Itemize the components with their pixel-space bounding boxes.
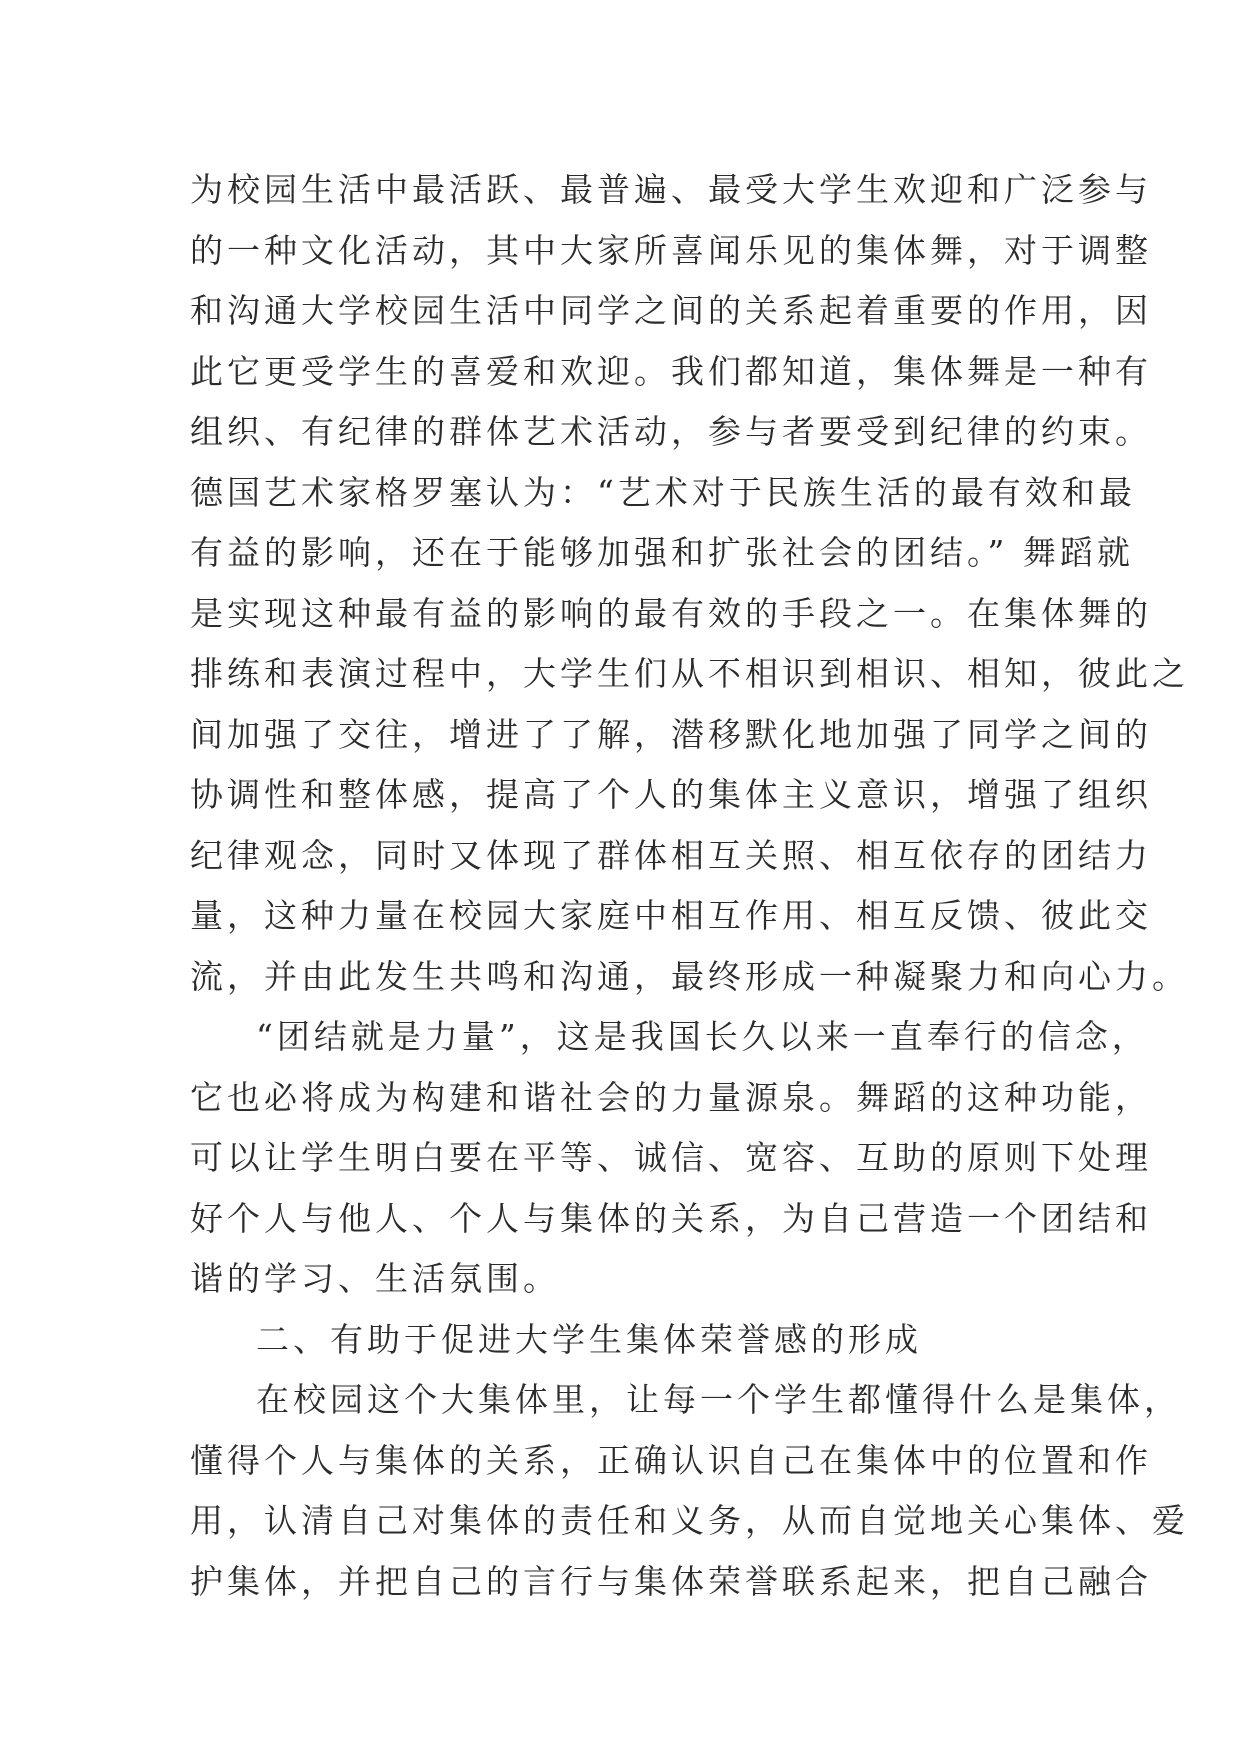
paragraph-first-line: 在校园这个大集体里，让每一个学生都懂得什么是集体， xyxy=(256,1380,1181,1419)
text-line: 排练和表演过程中，大学生们从不相识到相识、相知，彼此之 xyxy=(190,654,1189,693)
text-line: 组织、有纪律的群体艺术活动，参与者要受到纪律的约束。 xyxy=(190,412,1152,451)
text-line: 流，并由此发生共鸣和沟通，最终形成一种凝聚力和向心力。 xyxy=(190,956,1189,996)
text-line: 谐的学习、生活氛围。 xyxy=(190,1259,560,1298)
text-line: 的一种文化活动，其中大家所喜闻乐见的集体舞，对于调整 xyxy=(190,230,1152,270)
text-line: 德国艺术家格罗塞认为：“艺术对于民族生活的最有效和最 xyxy=(190,472,1136,512)
text-line: 可以让学生明白要在平等、诚信、宽容、互助的原则下处理 xyxy=(190,1138,1152,1177)
paragraph-first-line: 二、有助于促进大学生集体荣誉感的形成 xyxy=(256,1319,922,1359)
text-line: 此它更受学生的喜爱和欢迎。我们都知道，集体舞是一种有 xyxy=(190,351,1152,391)
body-text xyxy=(190,160,1189,1612)
text-line: 量，这种力量在校园大家庭中相互作用、相互反馈、彼此交 xyxy=(190,896,1152,935)
text-line: 它也必将成为构建和谐社会的力量源泉。舞蹈的这种功能， xyxy=(190,1077,1152,1117)
text-line: 有益的影响，还在于能够加强和扩张社会的团结。” 舞蹈就 xyxy=(190,533,1134,572)
paragraph-first-line: “团结就是力量”，这是我国长久以来一直奉行的信念， xyxy=(256,1017,1149,1056)
text-line: 间加强了交往，增进了了解，潜移默化地加强了同学之间的 xyxy=(190,714,1152,754)
text-line: 是实现这种最有益的影响的最有效的手段之一。在集体舞的 xyxy=(190,593,1152,633)
text-line: 协调性和整体感，提高了个人的集体主义意识，增强了组织 xyxy=(190,775,1152,814)
text-line: 用，认清自己对集体的责任和义务，从而自觉地关心集体、爱 xyxy=(190,1501,1189,1540)
text-line: 纪律观念，同时又体现了群体相互关照、相互依存的团结力 xyxy=(190,835,1152,875)
text-line: 护集体，并把自己的言行与集体荣誉联系起来，把自己融合 xyxy=(190,1561,1152,1601)
text-line: 懂得个人与集体的关系，正确认识自己在集体中的位置和作 xyxy=(190,1440,1152,1480)
text-line: 好个人与他人、个人与集体的关系，为自己营造一个团结和 xyxy=(190,1198,1152,1238)
text-line: 和沟通大学校园生活中同学之间的关系起着重要的作用，因 xyxy=(190,291,1152,330)
text-line: 为校园生活中最活跃、最普遍、最受大学生欢迎和广泛参与 xyxy=(190,170,1152,209)
